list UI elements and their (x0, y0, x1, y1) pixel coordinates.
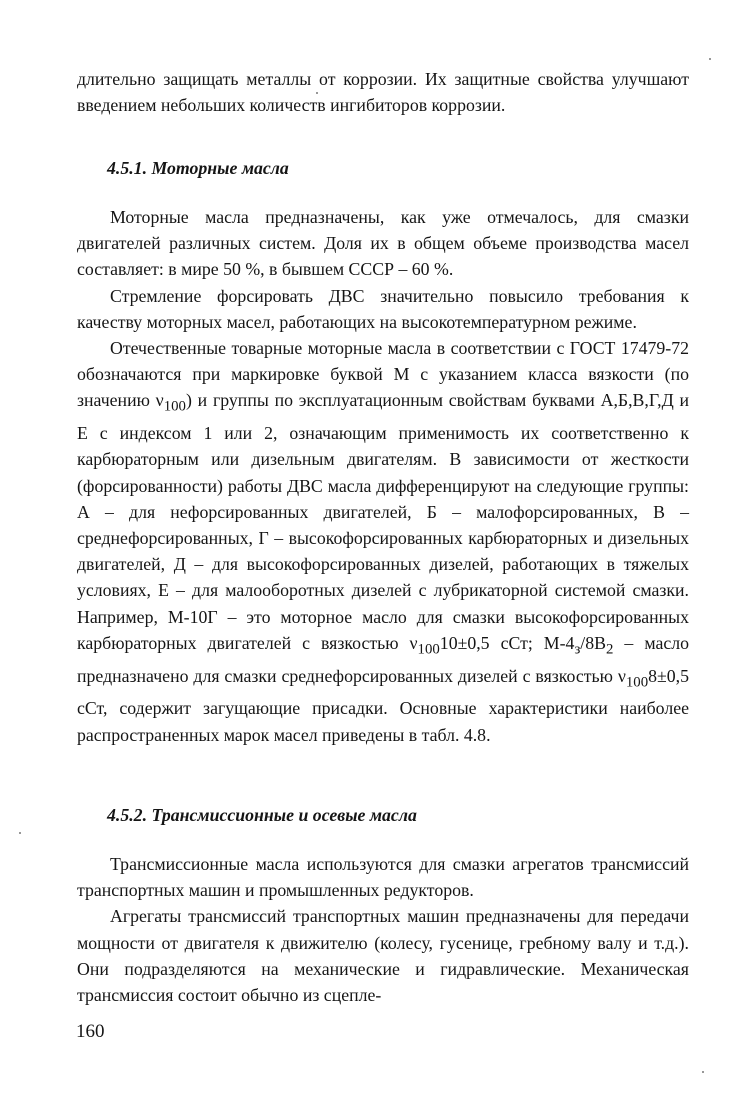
section-transmission-oils-body (77, 851, 689, 1008)
paragraph-engine-forcing: Стремление форсировать ДВС значительно повысило требования к качеству моторных масел, работающих на высокотемпературном режиме. (77, 285, 689, 332)
top-paragraph-block (77, 66, 689, 118)
paragraph-gost-classification: Отечественные товарные моторные масла в соответствии с ГОСТ 17479-72 обозначаются при маркировке буквой М с указанием класса вязкости (по значению $\nu_{100}$) и группы по эксплуатационным свойствам буквами А,Б,В,Г,Д и Е с индексом 1 или 2, означающим применимость их соответственно к карбюраторным или дизельным двигателям. В зависимости от жесткости (форсированности) работы ДВС масла дифференцируют на следующие группы: А – для нефорсированных двигателей, Б – малофорсированных, В – среднефорсированных, Г – высокофорсированных карбюраторных и дизельных двигателей, Д – для высокофорсированных дизелей, работающих в тяжелых условиях, Е – для малооборотных дизелей с лубрикаторной системой смазки. Например, М-10Г – это моторное масло для смазки высокофорсированных карбюраторных двигателей с вязкостью $\nu_{100}10\pm 0,5$ сСт; $М-4_з/8В_2$ – масло предназначено для смазки среднефорсированных дизелей с вязкостью $\nu_{100}8\pm 0,5$ сСт, содержит загущающие присадки. Основные характеристики наиболее распространенных марок масел приведены в табл. 4.8. (77, 338, 690, 745)
section-motor-oils-body (77, 204, 689, 748)
top-paragraph: длительно защищать металлы от коррозии. Их защитные свойства улучшают введением небольших количеств ингибиторов коррозии. (77, 69, 689, 116)
scan-dot (709, 58, 711, 60)
section-heading-motor-oils: 4.5.1. Моторные масла (107, 158, 289, 178)
scan-dot (702, 1071, 704, 1073)
paragraph-motor-oils-purpose: Моторные масла предназначены, как уже отмечалось, для смазки двигателей различных систем. Доля их в общем объеме производства масел составляет: в мире 50 %, в бывшем СССР – 60 %. (77, 207, 689, 280)
scan-dot (19, 832, 21, 834)
section-heading-transmission-oils: 4.5.2. Трансмиссионные и осевые масла (107, 805, 417, 825)
paragraph-transmission-aggregates: Агрегаты трансмиссий транспортных машин предназначены для передачи мощности от двигателя к движителю (колесу, гусенице, гребному валу и т.д.). Они подразделяются на механические и гидравлические. Механическая трансмиссия состоит обычно из сцепле- (77, 906, 689, 1006)
scan-dot (316, 92, 318, 94)
paragraph-transmission-oils-use: Трансмиссионные масла используются для смазки агрегатов трансмиссий транспортных машин и промышленных редукторов. (77, 854, 689, 901)
page-number: 160 (76, 1021, 105, 1042)
